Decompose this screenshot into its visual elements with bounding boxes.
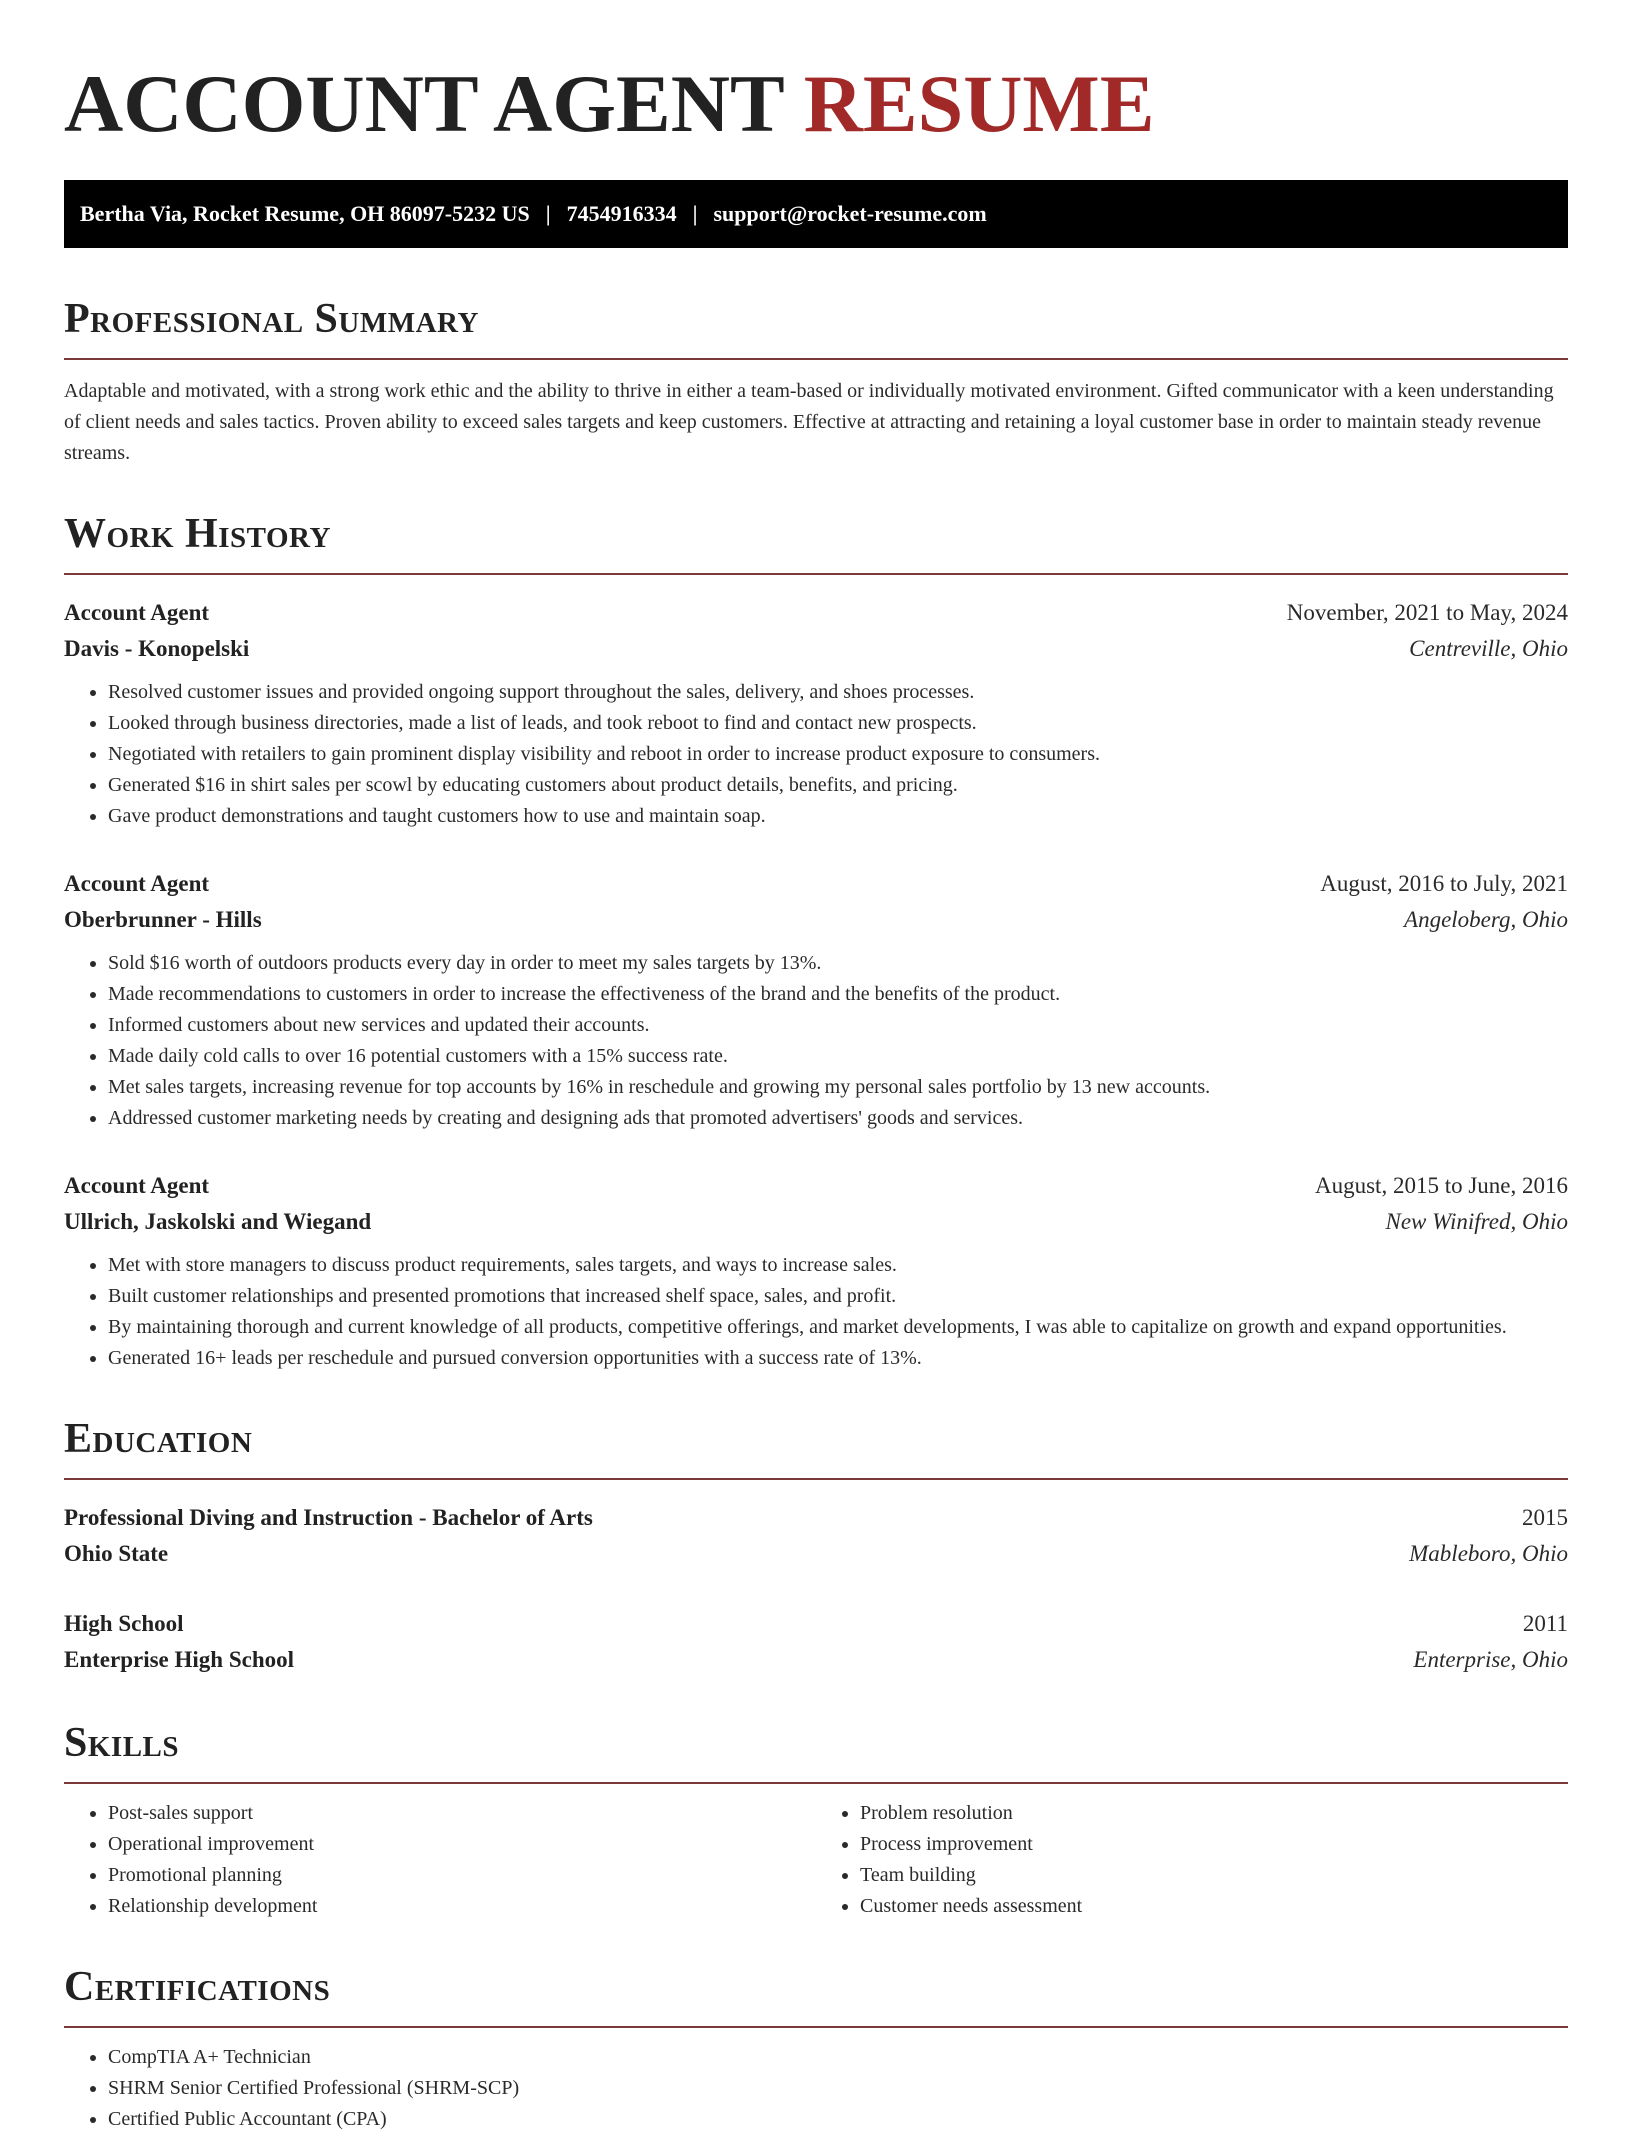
list-item: • Sold $16 worth of outdoors products every day in order to meet my sales targets by 13%.	[108, 948, 1568, 979]
skills-section	[64, 1718, 1568, 1922]
skill-item: • Process improvement	[860, 1829, 1568, 1860]
job-company-row	[64, 902, 1568, 938]
job-location: New Winifred, Ohio	[1385, 1209, 1568, 1234]
list-item: • Negotiated with retailers to gain prominent display visibility and reboot in order to increase product exposure to consumers.	[108, 739, 1568, 770]
education-location: Enterprise, Ohio	[1413, 1647, 1568, 1672]
contact-email[interactable]: support@rocket-resume.com	[713, 201, 987, 226]
education-degree-row	[64, 1500, 1568, 1536]
work-history-section	[64, 509, 1568, 1374]
list-item: • Informed customers about new services and updated their accounts.	[108, 1010, 1568, 1041]
skill-item: • Post-sales support	[108, 1798, 816, 1829]
list-item: • Met sales targets, increasing revenue for top accounts by 16% in reschedule and growing my personal sales portfolio by 13 new accounts.	[108, 1072, 1568, 1103]
list-item: • Made daily cold calls to over 16 potential customers with a 15% success rate.	[108, 1041, 1568, 1072]
title-accent: RESUME	[803, 58, 1155, 149]
list-item: • Resolved customer issues and provided ongoing support throughout the sales, delivery, and shoes processes.	[108, 677, 1568, 708]
skill-item: • Relationship development	[108, 1891, 816, 1922]
summary-text: Adaptable and motivated, with a strong work ethic and the ability to thrive in either a team-based or individually motivated environment. Gifted communicator with a keen understanding of client needs and sales tactics. Proven ability to exceed sales targets and keep customers. Effective at attracting and retaining a loyal customer base in order to maintain steady revenue streams.	[64, 380, 1554, 464]
education-location: Mableboro, Ohio	[1409, 1541, 1568, 1566]
education-heading: Education	[64, 1414, 1568, 1480]
job-dates: November, 2021 to May, 2024	[1286, 600, 1568, 625]
job-header-row	[64, 1168, 1568, 1204]
job-entry	[64, 866, 1568, 1134]
contact-address: Bertha Via, Rocket Resume, OH 86097-5232 US	[80, 201, 530, 226]
skill-item: • Customer needs assessment	[860, 1891, 1568, 1922]
title-main: ACCOUNT AGENT	[64, 58, 784, 149]
skill-item: • Team building	[860, 1860, 1568, 1891]
education-school: Enterprise High School	[64, 1647, 295, 1672]
job-header-row	[64, 866, 1568, 902]
list-item: • Built customer relationships and presented promotions that increased shelf space, sales, and profit.	[108, 1281, 1568, 1312]
education-degree-row	[64, 1606, 1568, 1642]
contact-phone[interactable]: 7454916334	[566, 201, 677, 226]
skill-item: • Operational improvement	[108, 1829, 816, 1860]
certification-item: • CompTIA A+ Technician	[108, 2042, 1568, 2073]
education-degree: Professional Diving and Instruction - Bachelor of Arts	[64, 1505, 593, 1530]
job-bullets	[64, 677, 1568, 832]
contact-bar	[64, 180, 1568, 248]
job-company-row	[64, 631, 1568, 667]
skills-heading: Skills	[64, 1718, 1568, 1784]
education-entry	[64, 1606, 1568, 1678]
education-year: 2011	[1522, 1611, 1568, 1636]
list-item: • Generated $16 in shirt sales per scowl by educating customers about product details, benefits, and pricing.	[108, 770, 1568, 801]
job-location: Angeloberg, Ohio	[1404, 907, 1568, 932]
job-location: Centreville, Ohio	[1409, 636, 1568, 661]
list-item: • Looked through business directories, made a list of leads, and took reboot to find and contact new prospects.	[108, 708, 1568, 739]
job-title: Account Agent	[64, 1173, 210, 1198]
education-school: Ohio State	[64, 1541, 169, 1566]
job-title: Account Agent	[64, 600, 210, 625]
job-title: Account Agent	[64, 871, 210, 896]
resume-title	[64, 58, 1568, 150]
education-entry	[64, 1500, 1568, 1572]
job-dates: August, 2015 to June, 2016	[1315, 1173, 1568, 1198]
job-entry	[64, 595, 1568, 832]
job-company: Oberbrunner - Hills	[64, 907, 262, 932]
job-company-row	[64, 1204, 1568, 1240]
job-dates: August, 2016 to July, 2021	[1320, 871, 1568, 896]
certifications-list	[64, 2042, 1568, 2135]
education-degree: High School	[64, 1611, 184, 1636]
list-item: • Made recommendations to customers in order to increase the effectiveness of the brand and the benefits of the product.	[108, 979, 1568, 1010]
list-item: • Addressed customer marketing needs by creating and designing ads that promoted advertisers' goods and services.	[108, 1103, 1568, 1134]
education-school-row	[64, 1642, 1568, 1678]
skill-item: • Promotional planning	[108, 1860, 816, 1891]
certification-item: • SHRM Senior Certified Professional (SHRM-SCP)	[108, 2073, 1568, 2104]
work-history-heading: Work History	[64, 509, 1568, 575]
skills-grid	[64, 1798, 1568, 1922]
education-school-row	[64, 1536, 1568, 1572]
contact-separator: |	[692, 201, 698, 226]
job-company: Ullrich, Jaskolski and Wiegand	[64, 1209, 372, 1234]
summary-section	[64, 294, 1568, 469]
list-item: • Gave product demonstrations and taught customers how to use and maintain soap.	[108, 801, 1568, 832]
contact-separator: |	[545, 201, 551, 226]
skills-column-left	[64, 1798, 816, 1922]
certifications-heading: Certifications	[64, 1962, 1568, 2028]
summary-heading: Professional Summary	[64, 294, 1568, 360]
job-company: Davis - Konopelski	[64, 636, 250, 661]
job-entry	[64, 1168, 1568, 1374]
certification-item: • Certified Public Accountant (CPA)	[108, 2104, 1568, 2135]
certifications-section	[64, 1962, 1568, 2135]
job-bullets	[64, 1250, 1568, 1374]
skill-item: • Problem resolution	[860, 1798, 1568, 1829]
job-bullets	[64, 948, 1568, 1134]
education-year: 2015	[1522, 1505, 1568, 1530]
list-item: • By maintaining thorough and current knowledge of all products, competitive offerings, and market developments, I was able to capitalize on growth and expand opportunities.	[108, 1312, 1568, 1343]
list-item: • Met with store managers to discuss product requirements, sales targets, and ways to increase sales.	[108, 1250, 1568, 1281]
job-header-row	[64, 595, 1568, 631]
education-section	[64, 1414, 1568, 1678]
skills-column-right	[816, 1798, 1568, 1922]
list-item: • Generated 16+ leads per reschedule and pursued conversion opportunities with a success rate of 13%.	[108, 1343, 1568, 1374]
